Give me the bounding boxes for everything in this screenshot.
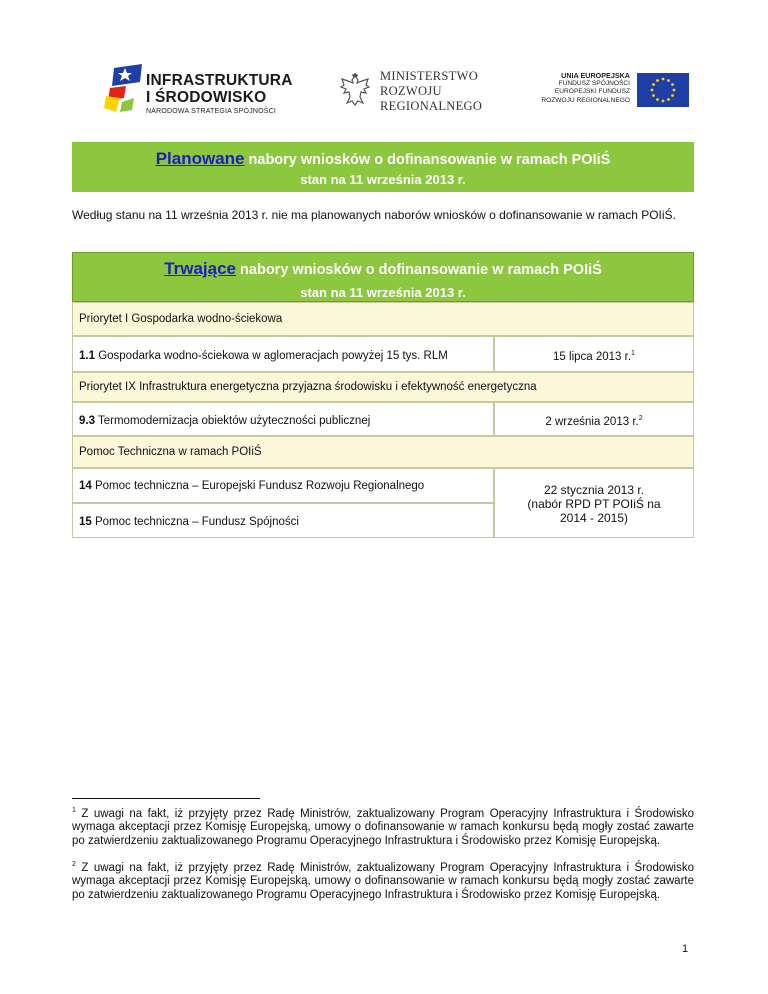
measure-number: 1.1 xyxy=(79,350,95,362)
footnote-mark: 2 xyxy=(72,861,76,868)
measure-name: Pomoc techniczna – Europejski Fundusz Rozwoju Regionalnego xyxy=(91,480,425,492)
logo-text-line1: INFRASTRUKTURA xyxy=(146,72,293,89)
measure-number: 14 xyxy=(79,480,92,492)
ongoing-subtitle: stan na 11 września 2013 r. xyxy=(300,285,466,300)
date-cell xyxy=(494,402,694,436)
footnote-divider xyxy=(72,798,260,799)
page-number: 1 xyxy=(682,943,689,955)
eu-line2: FUNDUSZ SPÓJNOŚCI xyxy=(558,80,630,88)
date-cell xyxy=(494,336,694,372)
eu-logo-text xyxy=(530,72,630,105)
footnote-ref: 2 xyxy=(638,415,643,422)
ministry-line3: REGIONALNEGO xyxy=(380,99,483,113)
footnote-1 xyxy=(72,804,694,848)
measure-cell xyxy=(72,336,494,372)
footnote-ref: 1 xyxy=(631,350,635,357)
star-flag-icon xyxy=(104,62,146,114)
logo-text-line2: I ŚRODOWISKO xyxy=(146,89,267,106)
table-row xyxy=(72,468,694,538)
eu-line3: EUROPEJSKI FUNDUSZ xyxy=(554,88,630,96)
planned-subtitle: stan na 11 września 2013 r. xyxy=(300,172,466,187)
planned-text: Według stanu na 11 września 2013 r. nie ma planowanych naborów wniosków o dofinansowanie w ramach POIiŚ. xyxy=(72,208,676,222)
priority-row xyxy=(72,372,694,402)
measure-cell xyxy=(72,468,494,503)
table-row xyxy=(72,402,694,436)
ongoing-banner xyxy=(72,252,694,302)
measure-number: 15 xyxy=(79,516,92,528)
planned-title-emph: Planowane xyxy=(155,149,245,168)
priority-label: Pomoc Techniczna w ramach POIiŚ xyxy=(79,446,262,458)
footnote-text: Z uwagi na fakt, iż przyjęty przez Radę Ministrów, zaktualizowany Program Operacyjny Infrastruktura i Środowisko wymaga akceptacji przez Komisję Europejską, umowy o dofinansowanie w ramach konkursu będą mogły zostać zawarte po zatwierdzeniu zaktualizowanego Programu Operacyjnego Infrastruktura i Środowisko przez Komisję Europejską. xyxy=(72,861,694,901)
eu-line4: ROZWOJU REGIONALNEGO xyxy=(541,96,630,104)
ongoing-title xyxy=(73,259,693,279)
logo-tagline: NARODOWA STRATEGIA SPÓJNOŚCI xyxy=(146,108,277,115)
priority-label: Priorytet I Gospodarka wodno-ściekowa xyxy=(79,313,283,325)
planned-title xyxy=(72,149,694,169)
eu-flag-icon xyxy=(637,73,689,107)
planned-banner xyxy=(72,142,694,192)
call-note: (nabór RPD PT POIiŚ na xyxy=(527,497,661,511)
planned-title-rest: nabory wniosków o dofinansowanie w ramach POIiŚ xyxy=(244,152,611,168)
priority-label: Priorytet IX Infrastruktura energetyczna przyjazna środowisku i efektywność energetyczna xyxy=(79,381,537,393)
call-date: 22 stycznia 2013 r. xyxy=(543,483,645,497)
eu-logo xyxy=(530,72,690,112)
footnote-mark: 1 xyxy=(72,807,76,814)
call-note: 2014 - 2015) xyxy=(559,511,629,525)
infrastruktura-logo xyxy=(104,62,294,122)
measure-name: Termomodernizacja obiektów użyteczności publicznej xyxy=(95,415,371,427)
priority-row xyxy=(72,436,694,468)
ongoing-title-rest: nabory wniosków o dofinansowanie w ramach POIiŚ xyxy=(236,262,602,278)
eagle-emblem-icon xyxy=(340,73,370,107)
footnote-2 xyxy=(72,858,694,902)
measure-name: Pomoc techniczna – Fundusz Spójności xyxy=(91,516,299,528)
measure-number: 9.3 xyxy=(79,415,95,427)
footnote-text: Z uwagi na fakt, iż przyjęty przez Radę Ministrów, zaktualizowany Program Operacyjny Infrastruktura i Środowisko wymaga akceptacji przez Komisję Europejską, umowy o dofinansowanie w ramach konkursu będą mogły zostać zawarte po zatwierdzeniu zaktualizowanego Programu Operacyjnego Infrastruktura i Środowisko przez Komisję Europejską. xyxy=(72,807,694,847)
table-row xyxy=(72,336,694,372)
measure-cell xyxy=(72,503,494,538)
ongoing-title-emph: Trwające xyxy=(164,259,237,278)
measure-name: Gospodarka wodno-ściekowa w aglomeracjach powyżej 15 tys. RLM xyxy=(95,350,448,362)
call-date: 15 lipca 2013 r. xyxy=(553,350,632,363)
ministry-line2: ROZWOJU xyxy=(380,84,442,98)
eu-line1: UNIA EUROPEJSKA xyxy=(561,71,630,80)
ministry-logo xyxy=(340,67,500,117)
date-cell xyxy=(494,468,694,538)
call-date: 2 września 2013 r. xyxy=(545,415,639,428)
ministry-line1: MINISTERSTWO xyxy=(380,69,479,83)
measure-cell xyxy=(72,402,494,436)
priority-row xyxy=(72,302,694,336)
